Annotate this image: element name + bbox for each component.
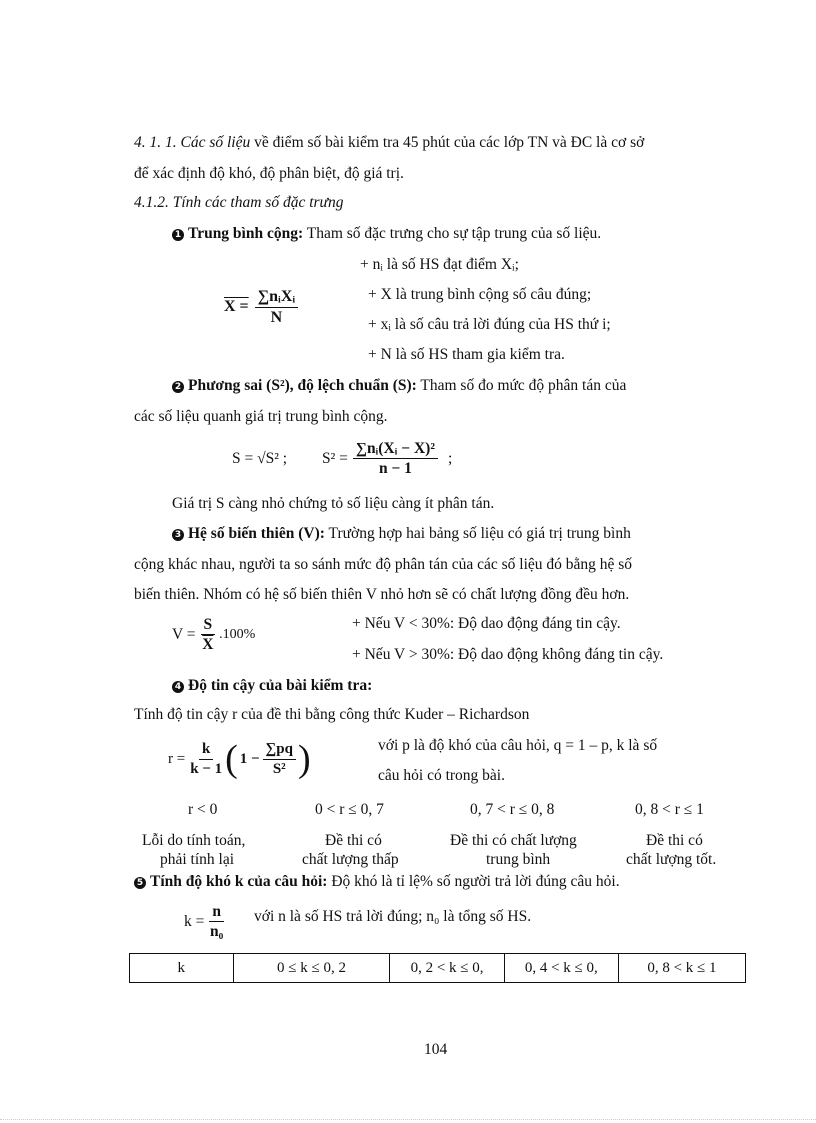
range-0: r < 0 [188, 801, 218, 818]
mean-title: Trung bình cộng: [188, 225, 304, 242]
bullet-2-icon: 2 [172, 381, 184, 393]
reliability-paragraph [172, 677, 372, 695]
open-paren: ( [225, 738, 238, 780]
bullet-1-icon: 1 [172, 229, 184, 241]
table-cell: 0, 4 < k ≤ 0, [504, 954, 618, 983]
variance-formula-s: S = √S² ; [232, 450, 288, 467]
reliability-note-2: câu hỏi có trong bài. [378, 767, 505, 784]
variance-desc-2: các số liệu quanh giá trị trung bình cộng. [134, 408, 388, 425]
cv-desc-2: cộng khác nhau, người ta so sánh mức độ phân tán của các số liệu đó bằng hệ số [134, 556, 633, 573]
mean-formula-fraction [255, 288, 299, 326]
variance-formula-s2-lhs: S² = [322, 449, 348, 467]
page-number: 104 [424, 1041, 448, 1058]
bullet-5-icon: 5 [134, 877, 146, 889]
table-cell: k [130, 954, 234, 983]
section-412-heading: 4.1.2. Tính các tham số đặc trưng [134, 194, 344, 211]
section-411-line1 [134, 134, 644, 152]
reliability-formula-k-fraction [190, 741, 222, 777]
difficulty-formula [184, 903, 224, 940]
mean-paragraph [172, 225, 601, 243]
cv-formula-tail: .100% [219, 626, 256, 642]
variance-paragraph [172, 377, 626, 395]
variance-formula-s2 [322, 440, 452, 477]
variance-formula-s2-den: n − 1 [378, 460, 412, 478]
reliability-title: Độ tin cậy của bài kiểm tra: [188, 677, 373, 694]
reliability-formula-inner-fraction [263, 741, 296, 777]
cv-formula-lhs: V = [172, 625, 196, 643]
mean-note-3: + xᵢ là số câu trả lời đúng của HS thứ i; [368, 316, 611, 333]
cv-formula-den: X [202, 636, 214, 654]
mean-note-2: + X là trung bình cộng số câu đúng; [368, 286, 592, 303]
meaning-0-line2: phải tính lại [160, 851, 235, 868]
reliability-formula-inner-num: ∑pq [263, 741, 296, 760]
page-bottom-border [0, 1119, 816, 1120]
difficulty-desc: Độ khó là tỉ lệ% số người trả lời đúng câu hỏi. [327, 873, 620, 890]
difficulty-table [129, 953, 746, 983]
bullet-4-icon: 4 [172, 681, 184, 693]
meaning-2-line2: trung bình [486, 851, 551, 868]
variance-formula-s2-fraction [353, 440, 438, 477]
section-411-label: 4. 1. 1. Các số liệu [134, 134, 251, 151]
mean-note-1: + nᵢ là số HS đạt điểm Xᵢ; [360, 256, 519, 273]
reliability-formula-k-num: k [199, 741, 213, 760]
mean-formula-den: N [270, 308, 283, 326]
table-cell: 0, 8 < k ≤ 1 [618, 954, 745, 983]
difficulty-formula-num: n [209, 903, 224, 922]
mean-formula-num: ∑nᵢXᵢ [255, 288, 299, 308]
variance-note: Giá trị S càng nhỏ chứng tỏ số liệu càng ít phân tán. [172, 495, 495, 512]
reliability-formula-k-den: k − 1 [190, 760, 223, 777]
variance-formula-s2-tail: ; [448, 449, 453, 467]
mean-formula-lhs: X = [224, 298, 249, 316]
close-paren: ) [297, 738, 311, 780]
reliability-formula [168, 740, 311, 778]
difficulty-title: Tính độ khó k của câu hỏi: [150, 873, 328, 890]
difficulty-formula-fraction [209, 903, 224, 940]
variance-title: Phương sai (S²), độ lệch chuẩn (S): [188, 377, 417, 394]
cv-desc-3: biến thiên. Nhóm có hệ số biến thiên V nhỏ hơn sẽ có chất lượng đồng đều hơn. [134, 586, 630, 603]
reliability-intro: Tính độ tin cậy r của đề thi bằng công thức Kuder – Richardson [134, 706, 530, 723]
meaning-3-line1: Đề thi có [646, 832, 703, 849]
reliability-formula-inner-lhs: 1 − [239, 750, 260, 767]
difficulty-paragraph [134, 873, 620, 891]
variance-formula-s2-num: ∑nᵢ(Xᵢ − X)² [353, 440, 438, 459]
reliability-note-1: với p là độ khó của câu hỏi, q = 1 – p, k là số [378, 737, 658, 754]
cv-paragraph [172, 525, 631, 543]
variance-desc-1: Tham số đo mức độ phân tán của [416, 377, 627, 394]
meaning-1-line2: chất lượng thấp [302, 851, 399, 868]
cv-formula [172, 616, 255, 653]
difficulty-formula-lhs: k = [184, 912, 205, 930]
cv-formula-num: S [201, 616, 216, 635]
difficulty-formula-den: n₀ [210, 923, 224, 941]
range-2: 0, 7 < r ≤ 0, 8 [470, 801, 555, 818]
table-cell: 0 ≤ k ≤ 0, 2 [233, 954, 390, 983]
reliability-formula-lhs: r = [168, 750, 186, 767]
mean-desc: Tham số đặc trưng cho sự tập trung của số liệu. [303, 225, 602, 242]
bullet-3-icon: 3 [172, 529, 184, 541]
cv-desc-1: Trường hợp hai bảng số liệu có giá trị trung bình [324, 525, 631, 542]
mean-formula [224, 288, 298, 326]
cv-formula-fraction [201, 616, 216, 653]
mean-note-4: + N là số HS tham gia kiểm tra. [368, 346, 565, 363]
meaning-0-line1: Lỗi do tính toán, [142, 832, 246, 849]
reliability-formula-inner-den: S² [272, 760, 286, 777]
section-411-line2: để xác định độ khó, độ phân biệt, độ giá trị. [134, 165, 404, 182]
meaning-3-line2: chất lượng tốt. [626, 851, 717, 868]
range-1: 0 < r ≤ 0, 7 [315, 801, 384, 818]
table-row [130, 954, 746, 983]
cv-rule-1: + Nếu V < 30%: Độ dao động đáng tin cậy. [352, 615, 621, 632]
meaning-1-line1: Đề thi có [325, 832, 382, 849]
table-cell: 0, 2 < k ≤ 0, [390, 954, 504, 983]
difficulty-note: với n là số HS trả lời đúng; n₀ là tổng số HS. [254, 908, 532, 925]
cv-rule-2: + Nếu V > 30%: Độ dao động không đáng tin cậy. [352, 646, 664, 663]
meaning-2-line1: Đề thi có chất lượng [450, 832, 577, 849]
range-3: 0, 8 < r ≤ 1 [635, 801, 704, 818]
cv-title: Hệ số biến thiên (V): [188, 525, 325, 542]
section-411-text: về điểm số bài kiểm tra 45 phút của các lớp TN và ĐC là cơ sở [250, 134, 645, 151]
